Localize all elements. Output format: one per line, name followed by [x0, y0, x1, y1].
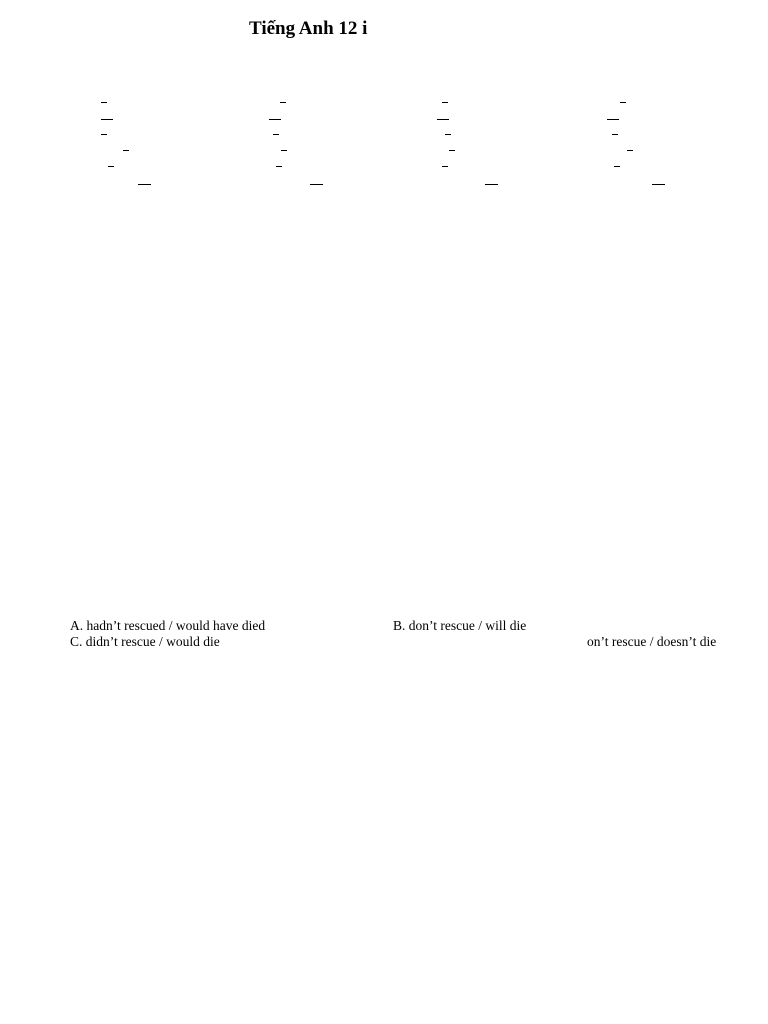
blank-dash: [449, 150, 455, 151]
blank-dash: [310, 184, 323, 185]
blank-dash: [273, 134, 279, 135]
blank-dash: [652, 184, 665, 185]
blank-dash: [445, 134, 451, 135]
blank-dash: [607, 119, 619, 120]
blank-dash: [442, 166, 448, 167]
blank-dash: [108, 166, 114, 167]
blank-dash: [138, 184, 151, 185]
blank-dash: [101, 102, 107, 103]
page-title: Tiếng Anh 12 i: [249, 18, 368, 39]
blank-dash: [269, 119, 281, 120]
blank-dash: [437, 119, 449, 120]
blank-dash: [123, 150, 129, 151]
blank-dash: [627, 150, 633, 151]
blank-dash: [612, 134, 618, 135]
blank-dash: [620, 102, 626, 103]
blank-dash: [280, 102, 286, 103]
blank-dash: [101, 134, 107, 135]
blank-dash: [101, 119, 113, 120]
blank-dash: [614, 166, 620, 167]
answer-option-b: B. don’t rescue / will die: [393, 618, 527, 633]
blank-dash: [485, 184, 498, 185]
blank-dash: [442, 102, 448, 103]
answer-option-a: A. hadn’t rescued / would have died: [70, 618, 266, 633]
blank-dash: [276, 166, 282, 167]
answer-option-c: C. didn’t rescue / would die: [70, 634, 220, 649]
answer-option-d: on’t rescue / doesn’t die: [587, 634, 717, 649]
blank-dash: [281, 150, 287, 151]
